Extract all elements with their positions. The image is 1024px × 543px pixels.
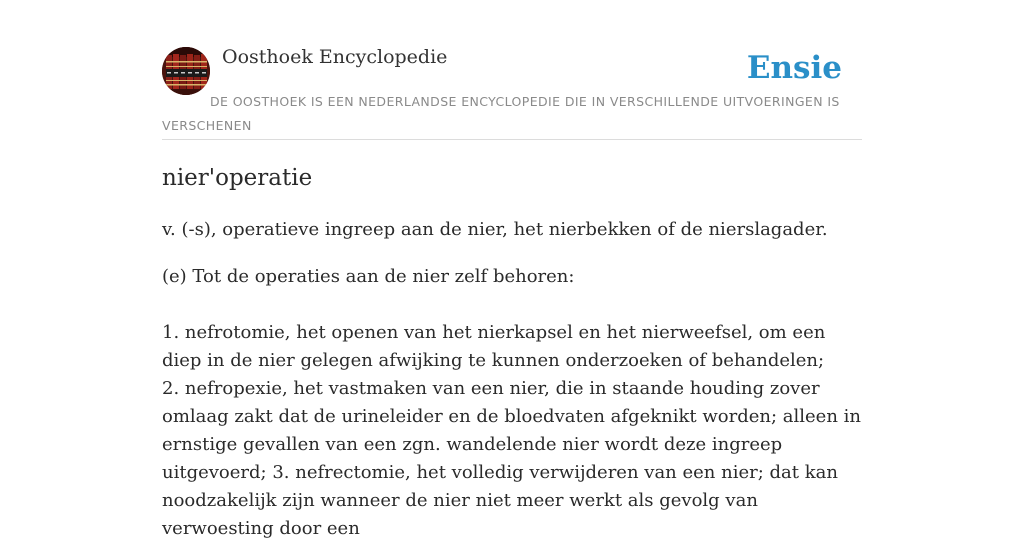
article-definition: v. (-s), operatieve ingreep aan de nier, het nierbekken of de nierslagader. xyxy=(162,219,828,240)
article-body xyxy=(162,263,862,543)
article-list: 1. nefrotomie, het openen van het nierkapsel en het nierweefsel, om een diep in de nier gelegen afwijking te kunnen onderzoeken of behandelen; 2. nefropexie, het vastmaken van een nier, die in staande houding zover omlaag zakt dat de urineleider en de bloedvaten afgeknikt worden; alleen in ernstige gevallen van een zgn. wandelende nier wordt deze ingreep uitgevoerd; 3. nefrectomie, het volledig verwijderen van een nier; dat kan noodzakelijk zijn wanneer de nier niet meer werkt als gevolg van verwoesting door een xyxy=(162,322,861,539)
encyclopedia-books-icon[interactable] xyxy=(162,47,210,95)
header-divider xyxy=(162,139,862,140)
site-tagline: DE OOSTHOEK IS EEN NEDERLANDSE ENCYCLOPEDIE DIE IN VERSCHILLENDE UITVOERINGEN IS VERSCHENEN xyxy=(162,94,840,133)
article xyxy=(162,160,862,543)
paragraph-gap xyxy=(162,291,862,319)
site-name[interactable]: Oosthoek Encyclopedie xyxy=(222,46,448,68)
article-intro: (e) Tot de operaties aan de nier zelf behoren: xyxy=(162,266,575,287)
brand-logo[interactable]: Ensie xyxy=(746,50,842,86)
article-headword: nier'operatie xyxy=(162,165,313,191)
